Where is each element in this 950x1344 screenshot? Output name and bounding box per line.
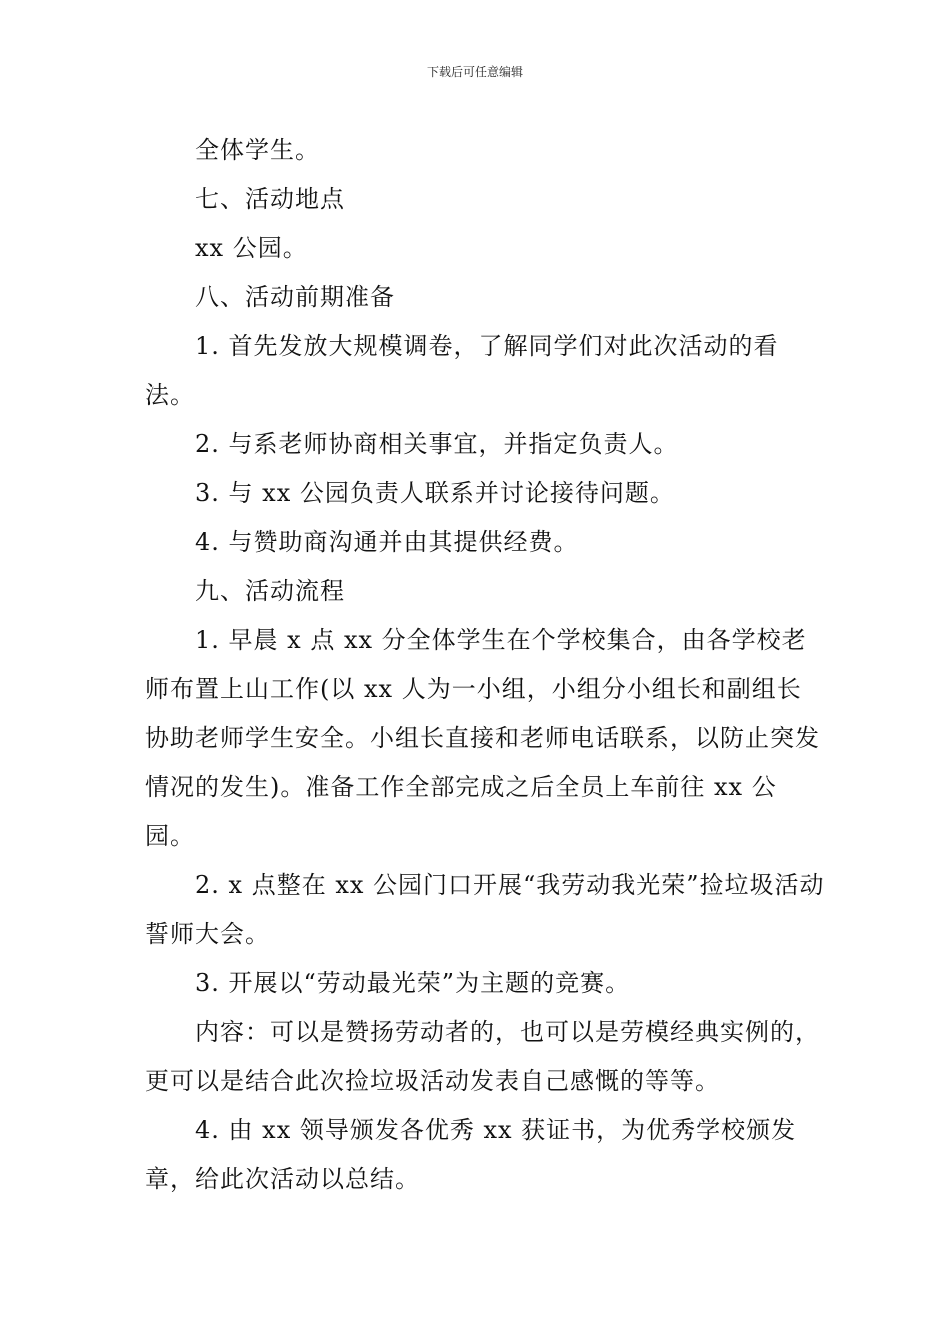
- prep-item-4: 4. 与赞助商沟通并由其提供经费。: [195, 528, 579, 556]
- prep-item-1: 1. 首先发放大规模调卷，了解同学们对此次活动的看法。: [145, 332, 779, 409]
- paragraph-location: xx 公园。: [195, 234, 308, 262]
- process-item-2: 2. x 点整在 xx 公园门口开展“我劳动我光荣”捡垃圾活动誓师大会。: [145, 871, 825, 948]
- process-content: 内容：可以是赞扬劳动者的，也可以是劳模经典实例的，更可以是结合此次捡垃圾活动发表自己感慨的等等。: [145, 1018, 820, 1095]
- section-heading-7: 七、活动地点: [195, 185, 345, 213]
- section-heading-8: 八、活动前期准备: [195, 283, 395, 311]
- paragraph-1: 全体学生。: [195, 136, 320, 164]
- process-item-3: 3. 开展以“劳动最光荣”为主题的竞赛。: [195, 969, 631, 997]
- process-item-1: 1. 早晨 x 点 xx 分全体学生在个学校集合，由各学校老师布置上山工作(以 xx 人为一小组，小组分小组长和副组长协助老师学生安全。小组长直接和老师电话联系，以防止突发情况的发生)。准备工作全部完成之后全员上车前往 xx 公园。: [145, 626, 820, 850]
- section-heading-9: 九、活动流程: [195, 577, 345, 605]
- page-header: 下载后可任意编辑: [426, 65, 523, 79]
- document-body: [145, 126, 825, 1204]
- prep-item-3: 3. 与 xx 公园负责人联系并讨论接待问题。: [195, 479, 675, 507]
- process-item-4: 4. 由 xx 领导颁发各优秀 xx 获证书，为优秀学校颁发章，给此次活动以总结。: [145, 1116, 797, 1193]
- prep-item-2: 2. 与系老师协商相关事宜，并指定负责人。: [195, 430, 679, 458]
